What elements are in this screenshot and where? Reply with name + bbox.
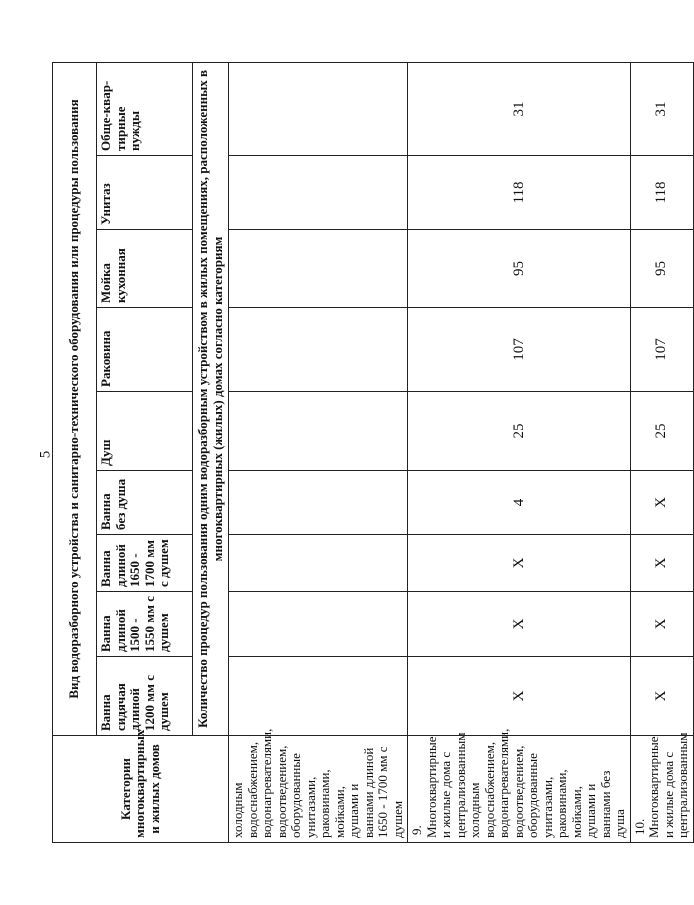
cell-value	[229, 392, 408, 471]
rotated-table-container	[52, 63, 690, 843]
table-subheader: Количество процедур пользования одним водоразборным устройством в жилых помещениях, расположенных в многоквартирных (жилых) домах согласно категориям	[193, 62, 229, 735]
cell-value: 95	[408, 230, 631, 308]
category-header: Категории многоквартирных и жилых домов	[53, 736, 229, 843]
cell-value: 107	[408, 308, 631, 392]
row-number: 10.	[631, 818, 647, 835]
col-header: Ванна длиной 1500 - 1550 мм с душем	[97, 592, 193, 657]
cell-value: 118	[630, 156, 693, 230]
table-row	[229, 62, 408, 842]
cell-value: 107	[630, 308, 693, 392]
cell-value	[229, 535, 408, 592]
cell-value: 95	[630, 230, 693, 308]
col-header: Ванна без душа	[97, 471, 193, 535]
cell-value	[229, 657, 408, 736]
col-header: Раковина	[97, 308, 193, 392]
equipment-header: Вид водоразборного устройства и санитарно-технического оборудования или процедуры пользования	[53, 62, 97, 735]
row-category-text: Многоквартирные и жилые дома с централизованным	[646, 732, 690, 838]
row-category	[408, 728, 631, 843]
row-category-text: Многоквартирные и жилые дома с централизованным холодным водоснабжением, водонагревателями, водоотведением, оборудованные унитазами, раковинами, мойками, душами и ваннами без душа	[423, 728, 627, 838]
cell-value: X	[630, 657, 693, 736]
row-category-text: холодным водоснабжением, водонагревателями, водоотведением, оборудованные унитазами, раковинами, мойками, душами и ваннами длиной 1650 - 1700 мм с душем	[230, 728, 405, 838]
cell-value	[229, 592, 408, 657]
cell-value: X	[630, 592, 693, 657]
col-header: Обще-квар-тирные нужды	[97, 62, 193, 155]
cell-value	[229, 471, 408, 535]
cell-value: X	[630, 535, 693, 592]
cell-value	[229, 156, 408, 230]
col-header: Ванна сидячая длиной 1200 мм с душем	[97, 657, 193, 736]
row-number: 9.	[409, 825, 424, 835]
cell-value: 118	[408, 156, 631, 230]
col-header: Ванна длиной 1650 - 1700 мм с душем	[97, 535, 193, 592]
cell-value	[229, 230, 408, 308]
col-header: Душ	[97, 392, 193, 471]
cell-value: X	[630, 471, 693, 535]
water-usage-table	[52, 62, 694, 843]
table-row	[630, 62, 693, 842]
table-row	[408, 62, 631, 842]
cell-value: X	[408, 657, 631, 736]
col-header: Мойка кухонная	[97, 230, 193, 308]
row-category	[630, 732, 693, 843]
cell-value: X	[408, 535, 631, 592]
cell-value: 25	[408, 392, 631, 471]
cell-value	[229, 308, 408, 392]
page-number: 5	[37, 450, 54, 459]
cell-value: 31	[408, 62, 631, 155]
cell-value: 25	[630, 392, 693, 471]
cell-value: 4	[408, 471, 631, 535]
row-category	[229, 728, 408, 843]
cell-value: X	[408, 592, 631, 657]
col-header: Унитаз	[97, 156, 193, 230]
cell-value	[229, 62, 408, 155]
cell-value: 31	[630, 62, 693, 155]
